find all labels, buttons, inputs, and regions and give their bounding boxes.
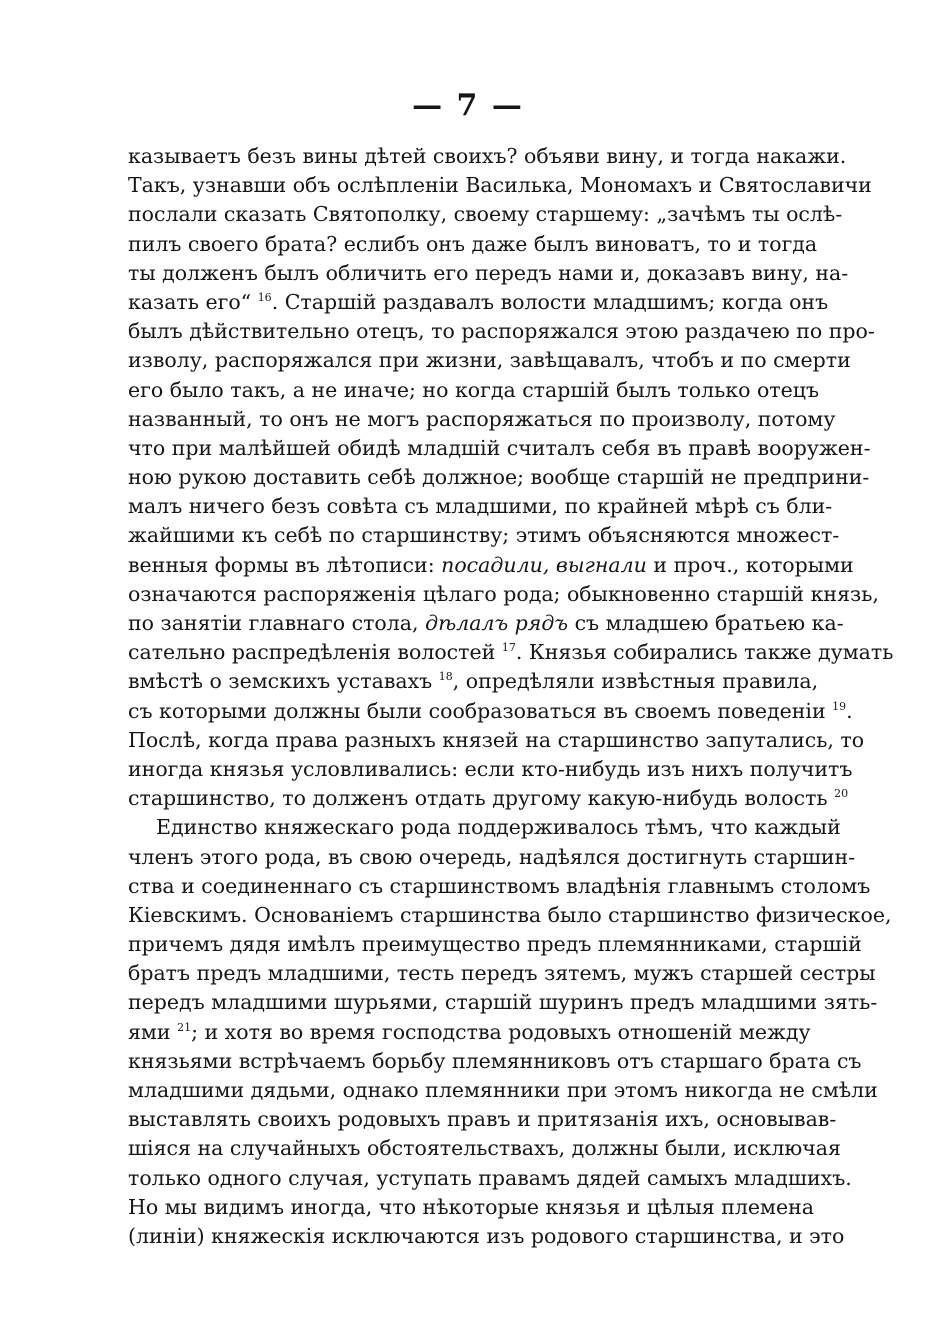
text-line: жайшими къ себѣ по старшинству; этимъ объясняются множест-: [128, 523, 840, 548]
text-line: ты долженъ былъ обличить его передъ нами и, доказавъ вину, на-: [128, 260, 849, 285]
text-line: [128, 1018, 810, 1047]
footnote-mark: 19: [832, 699, 847, 713]
text-line: казать его“ $^{16}$. Старшій раздавалъ волости младшимъ; когда онъ: [128, 289, 829, 314]
text-line: вмѣстѣ о земскихъ уставахъ $^{18}$, опредѣляли извѣстныя правила,: [128, 669, 819, 694]
text-line: Кіевскимъ. Основаніемъ старшинства было старшинство физическое,: [128, 902, 892, 927]
text-segment: по занятіи главнаго стола,: [128, 611, 419, 635]
text-line: ною рукою доставить себѣ должное; вообще старшій не предприни-: [128, 465, 870, 490]
text-segment: съ младшею братьею ка-: [574, 611, 844, 635]
text-segment: ями: [128, 1019, 171, 1044]
text-segment: сательно распредѣленія волостей: [128, 640, 496, 665]
text-line: [128, 609, 844, 638]
text-line: Единство княжескаго рода поддерживалось тѣмъ, что каждый: [156, 815, 841, 840]
italic-term: дѣлалъ рядъ: [425, 611, 569, 635]
text-line: изволу, распоряжался при жизни, завѣщавалъ, чтобъ и по смерти: [128, 348, 851, 373]
text-segment: вмѣстѣ о земскихъ уставахъ: [128, 669, 433, 694]
text-line: только одного случая, уступать правамъ дядей самыхъ младшихъ.: [128, 1165, 852, 1190]
text-line: послали сказать Святополку, своему старшему: „зачѣмъ ты ослѣ-: [128, 202, 843, 227]
text-line: малъ ничего безъ совѣта съ младшими, по крайней мѣрѣ съ бли-: [128, 494, 833, 519]
text-line: Но мы видимъ иногда, что нѣкоторые князья и цѣлыя племена: [128, 1194, 814, 1219]
text-segment: венныя формы въ лѣтописи:: [128, 552, 435, 577]
page-number: — 7 —: [412, 88, 524, 123]
text-line: сательно распредѣленія волостей $^{17}$. Князья собирались также думать: [128, 640, 894, 665]
text-line: шіяся на случайныхъ обстоятельствахъ, должны были, исключая: [128, 1136, 841, 1161]
text-line: [128, 551, 854, 580]
text-line: былъ дѣйствительно отецъ, то распоряжался этою раздачею по про-: [128, 319, 875, 344]
text-line: передъ младшими шурьями, старшій шуринъ предъ младшими зять-: [128, 990, 878, 1015]
footnote-mark: 18: [438, 670, 453, 684]
text-line: съ которыми должны были сообразоваться въ своемъ поведеніи $^{19}$.: [128, 698, 853, 723]
text-line: [128, 784, 849, 813]
text-line: членъ этого рода, въ свою очередь, надѣялся достигнуть старшин-: [128, 844, 856, 869]
text-line: иногда князья условливались: если кто-нибудь изъ нихъ получитъ: [128, 756, 853, 781]
text-segment: Князья собирались также думать: [528, 640, 894, 665]
body-text: [128, 142, 894, 1251]
text-segment: съ которыми должны были сообразоваться въ своемъ поведеніи: [128, 698, 826, 723]
text-segment: опредѣляли извѣстныя правила,: [465, 669, 819, 694]
text-line: казываетъ безъ вины дѣтей своихъ? объяви вину, и тогда накажи.: [128, 144, 847, 168]
text-line: названный, то онъ не могъ распоряжаться по произволу, потому: [128, 406, 836, 431]
text-segment: казать его“: [128, 289, 252, 314]
text-line: выставлять своихъ родовыхъ правъ и притязанія ихъ, основывав-: [128, 1107, 837, 1132]
text-line: Послѣ, когда права разныхъ князей на старшинство запутались, то: [128, 727, 865, 752]
text-line: братъ предъ младшими, тесть передъ зятемъ, мужъ старшей сестры: [128, 961, 876, 986]
text-segment: Старшій раздавалъ волости младшимъ; когда онъ: [284, 289, 829, 314]
text-line: пилъ своего брата? еслибъ онъ даже былъ виноватъ, то и тогда: [128, 231, 818, 256]
text-line: князьями встрѣчаемъ борьбу племянниковъ отъ старшаго брата съ: [128, 1048, 862, 1073]
text-line: его было такъ, а не иначе; но когда старшій былъ только отецъ: [128, 377, 819, 402]
italic-term: выгнали: [555, 552, 647, 577]
footnote-mark: 21: [177, 1020, 192, 1034]
text-segment: старшинство, то долженъ отдать другому какую-нибудь волость: [128, 786, 828, 811]
text-line: означаются распоряженія цѣлаго рода; обыкновенно старшій князь,: [128, 581, 879, 606]
footnote-mark: 17: [501, 641, 516, 655]
text-line: причемъ дядя имѣлъ преимущество предъ племянниками, старшій: [128, 932, 862, 957]
text-line: (линіи) княжескія исключаются изъ родового старшинства, и это: [128, 1223, 845, 1248]
text-segment: и проч., которыми: [653, 552, 854, 577]
text-line: младшими дядьми, однако племянники при этомъ никогда не смѣли: [128, 1078, 878, 1102]
text-line: ства и соединеннаго съ старшинствомъ владѣнія главнымъ столомъ: [128, 873, 871, 898]
italic-term: посадили,: [441, 552, 550, 577]
text-line: Такъ, узнавши объ ослѣпленіи Василька, Мономахъ и Святославичи: [128, 173, 872, 198]
text-segment: ; и хотя во время господства родовыхъ отношеній между: [191, 1019, 811, 1044]
footnote-mark: 16: [257, 290, 272, 304]
text-line: что при малѣйшей обидѣ младшій считалъ себя въ правѣ вооружен-: [128, 435, 871, 460]
footnote-mark: 20: [834, 787, 849, 801]
